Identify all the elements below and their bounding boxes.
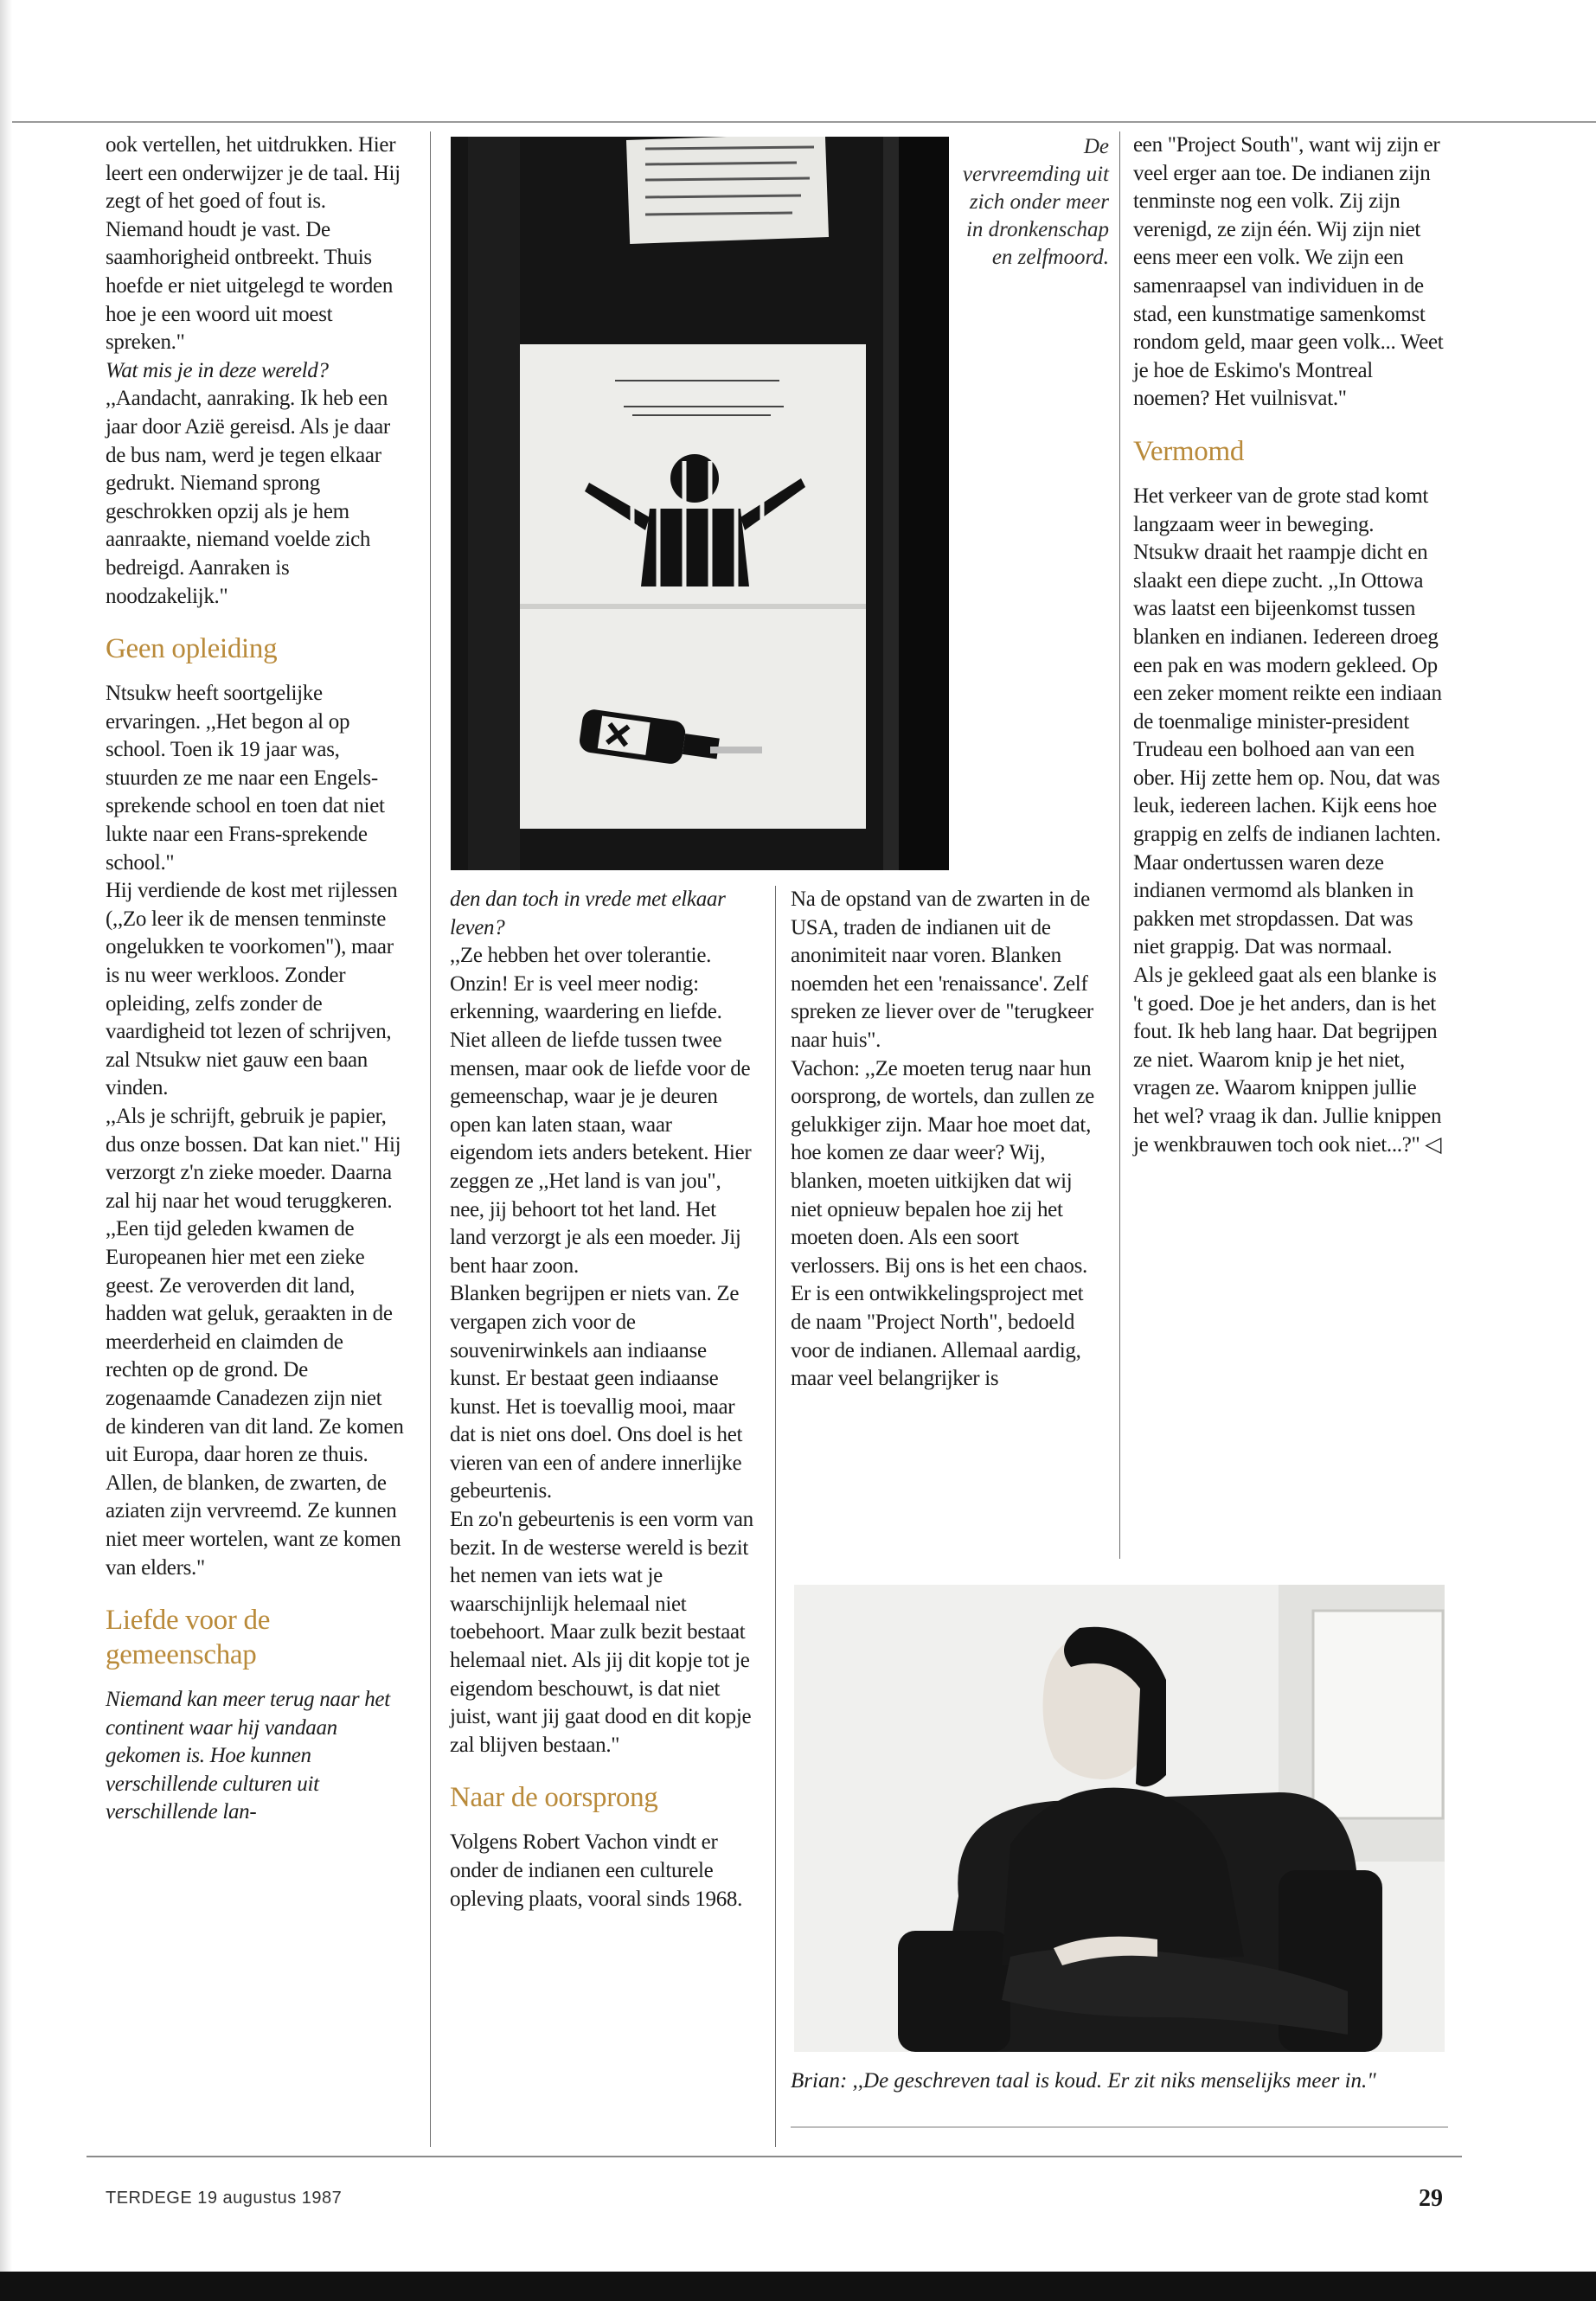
interview-question: den dan toch in vrede met elkaar leven? — [450, 888, 726, 939]
paragraph: ,,Aandacht, aanraking. Ik heb een jaar door Azië gereisd. Als je daar de bus nam, werd je tegen elkaar gedrukt. Niemand sprong geschrokken opzij als je hem aanraakte, niemand voelde zich bedreigd. Aanraken is noodzakelijk." — [106, 387, 390, 608]
photo-brian-portrait — [794, 1585, 1445, 2052]
interview-question: Niemand kan meer terug naar het continent waar hij vandaan gekomen is. Hoe kunnen verschillende culturen uit verschillende lan- — [106, 1688, 390, 1824]
paragraph: Het verkeer van de grote stad komt langzaam weer in beweging. Ntsukw draait het raampje dicht en slaakt een diepe zucht. ,,In Ottowa was laatst een bijeenkomst tussen blanken en indianen. Iedereen droeg een pak en was modern gekleed. Op een zeker moment reikte een indiaan de toenmalige minister-president Trudeau een bolhoed aan van een ober. Hij zette hem op. Nou, dat was leuk, iedereen lachen. Kijk eens hoe grappig en zelfs de indianen lachten. Maar ondertussen waren deze indianen vermomd als blanken in pakken met stropdassen. Dat was niet grappig. Dat was normaal. — [1133, 484, 1442, 959]
article-column-3 — [791, 886, 1098, 1394]
paragraph: ,,Ze hebben het over tolerantie. Onzin! Er is veel meer nodig: erkenning, waardering en liefde. Niet alleen de liefde tussen twee mensen, maar ook de liefde voor de gemeenschap, waar je je deuren open kan laten staan, waar eigendom iets anders betekent. Hier zeggen ze ,,Het land is van jou", nee, jij behoort tot het land. Het land verzorgt je als een moeder. Jij bent haar zoon. — [450, 944, 752, 1278]
paragraph: Volgens Robert Vachon vindt er onder de indianen een culturele opleving plaats, vooral sinds 1968. — [450, 1830, 743, 1911]
paragraph: Blanken begrijpen er niets van. Ze vergapen zich voor de souvenirwinkels aan indiaanse kunst. Er bestaat geen indiaanse kunst. Het is toevallig mooi, maar dat is niet ons doel. Ons doel is het vieren van een of andere innerlijke gebeurtenis. — [450, 1282, 743, 1503]
scan-bottom-edge — [0, 2272, 1596, 2301]
scan-edge-shadow — [0, 0, 12, 2301]
brian-photo-image — [794, 1585, 1445, 2052]
photo-caption: Brian: ,,De geschreven taal is koud. Er zit niks menselijks meer in." — [791, 2069, 1376, 2093]
paragraph: Vachon: ,,Ze moeten terug naar hun oorsprong, de wortels, dan zullen ze gelukkiger zijn. Maar hoe moet dat, hoe komen ze daar weer? Wij, blanken, moeten uitkijken dat wij niet opnieuw bepalen hoe zij het moeten doen. Als een soort verlossers. Bij ons is het een chaos. — [791, 1056, 1094, 1278]
paragraph: Als je gekleed gaat als een blanke is 't goed. Doe je het anders, dan is het fout. Ik heb lang haar. Dat begrijpen ze niet. Waarom knip je het niet, vragen ze. Waarom knippen jullie het wel? vraag ik dan. Jullie knippen je wenkbrauwen toch ook niet...?" ◁ — [1133, 964, 1442, 1157]
article-column-2 — [450, 886, 757, 1913]
footer-rule — [87, 2156, 1462, 2157]
paragraph: Hij verdiende de kost met rijlessen (,,Zo leer ik de mensen tenminste ongelukken te voorkomen"), maar is nu weer werkloos. Zonder opleiding, zelfs zonder de vaardigheid tot lezen of schrijven, zal Ntsukw niet gauw een baan vinden. — [106, 879, 398, 1100]
paragraph: En zo'n gebeurtenis is een vorm van bezit. In de westerse wereld is bezit het nemen van iets wat je waarschijnlijk helemaal niet toebehoort. Maar zulk bezit bestaat helemaal niet. Als jij dit kopje tot je eigendom beschouwt, is dat niet juist, want jij gaat dood en dit kopje zal blijven bestaan." — [450, 1508, 753, 1757]
paragraph: een "Project South", want wij zijn er veel erger aan toe. De indianen zijn tenminste nog een volk. Zij zijn verenigd, ze zijn één. Wij zijn niet eens meer een volk. We zijn een samenraapsel van individuen in de stad, een kunstmatige samenkomst rondom geld, maar geen volk... Weet je hoe de Eskimo's Montreal noemen? Het vuilnisvat." — [1133, 133, 1444, 411]
door-photo-image — [451, 137, 949, 870]
paragraph: ,,Een tijd geleden kwamen de Europeanen hier met een zieke geest. Ze veroverden dit land, hadden wat geluk, geraakten in de meerderheid en claimden de rechten op de grond. De zogenaamde Canadezen zijn niet de kinderen van dit land. Ze komen uit Europa, daar horen ze thuis. Allen, de blanken, de zwarten, de aziaten zijn vervreemd. Ze kunnen niet meer wortelen, want ze komen van elders." — [106, 1217, 404, 1580]
scan-top-margin — [0, 0, 1596, 123]
section-heading: Vermomd — [1133, 435, 1245, 467]
paragraph: ook vertellen, het uitdrukken. Hier leert een onderwijzer je de taal. Hij zegt of het goed of fout is. Niemand houdt je vast. De saamhorigheid ontbreekt. Thuis hoefde er niet uitgelegd te worden hoe je een woord uit moest spreken." — [106, 133, 401, 355]
magazine-issue-label: TERDEGE 19 augustus 1987 — [106, 2189, 343, 2208]
section-heading: Naar de oorsprong — [450, 1782, 658, 1814]
interview-question: Wat mis je in deze wereld? — [106, 358, 329, 382]
column-rule — [1119, 131, 1120, 1559]
paragraph: Er is een ontwikkelingsproject met de naam "Project North", bedoeld voor de indianen. Allemaal aardig, maar veel belangrijker is — [791, 1282, 1084, 1391]
paragraph: Ntsukw heeft soortgelijke ervaringen. ,,Het begon al op school. Toen ik 19 jaar was, stuurden ze me naar een Engels-sprekende school en toen dat niet lukte naar een Frans-sprekende school." — [106, 682, 385, 875]
section-heading: Liefde voor de gemeenschap — [106, 1605, 271, 1671]
photo-door-posters — [451, 137, 949, 870]
page-number: 29 — [1419, 2185, 1443, 2212]
paragraph: Na de opstand van de zwarten in de USA, traden de indianen uit de anonimiteit naar voren. Blanken noemden het een 'renaissance'. Zelf spreken ze liever over de "terugkeer naar huis". — [791, 888, 1093, 1052]
article-column-1 — [106, 131, 404, 1827]
paragraph: ,,Als je schrijft, gebruik je papier, dus onze bossen. Dat kan niet." Hij verzorgt z'n zieke moeder. Daarna zal hij naar het woud teruggkeren. — [106, 1105, 401, 1213]
column-rule — [430, 131, 431, 2147]
article-column-4 — [1133, 131, 1445, 1159]
section-heading: Geen opleiding — [106, 633, 278, 665]
column-rule — [775, 886, 776, 2147]
pull-quote: De vervreemding uit zich onder meer in dronkenschap en zelfmoord. — [962, 135, 1109, 269]
caption-underline — [791, 2126, 1448, 2128]
